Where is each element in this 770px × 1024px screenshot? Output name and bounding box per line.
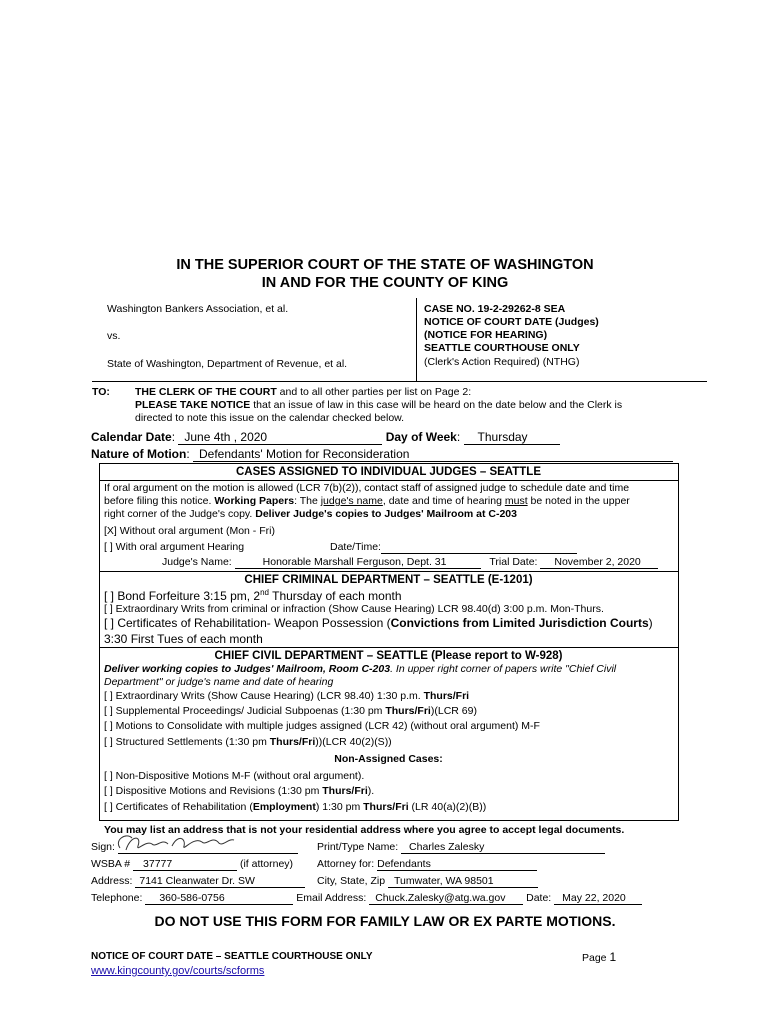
courthouse-note: SEATTLE COURTHOUSE ONLY [424,342,580,354]
date-time-field[interactable]: Date/Time: [330,541,577,554]
notice-title: NOTICE OF COURT DATE (Judges) [424,316,599,328]
structured-settlements-checkbox[interactable]: [ ] Structured Settlements (1:30 pm Thurs/Fri))(LCR 40(2)(S)) [104,736,392,748]
individual-instructions-1: If oral argument on the motion is allowed (LCR 7(b)(2)), contact staff of assigned judge to schedule date and time [104,482,630,494]
non-dispositive-checkbox[interactable]: [ ] Non-Dispositive Motions M-F (without oral argument). [104,770,365,782]
email-field[interactable]: Chuck.Zalesky@atg.wa.gov [369,892,523,905]
family-law-warning: DO NOT USE THIS FORM FOR FAMILY LAW OR EX PARTE MOTIONS. [154,913,616,929]
box-rule [99,571,678,572]
page-number: Page 1 [582,950,617,964]
day-of-week-field[interactable]: Thursday [464,430,560,445]
versus-label: vs. [107,330,121,342]
wsba-row: WSBA # 37777 (if attorney) [91,858,294,870]
caption-divider [416,298,417,382]
notice-subtitle: (NOTICE FOR HEARING) [424,329,548,341]
civil-instructions-2: Department" or judge's name and date of hearing [104,676,334,688]
criminal-department-header: CHIEF CRIMINAL DEPARTMENT – SEATTLE (E-1201) [244,574,533,586]
nature-of-motion-row: Nature of Motion: Defendants' Motion for Reconsideration [91,447,673,462]
box-rule [99,480,678,481]
judge-name-row: Judge's Name: Honorable Marshall Ferguson, Dept. 31 Trial Date: November 2, 2020 [162,556,658,569]
nature-of-motion-field[interactable]: Defendants' Motion for Reconsideration [193,447,673,462]
to-line-1: THE CLERK OF THE COURT and to all other parties per list on Page 2: [135,386,472,398]
individual-judges-header: CASES ASSIGNED TO INDIVIDUAL JUDGES – SEATTLE [235,466,541,478]
caption-bottom-rule [92,381,707,382]
motions-to-consolidate-checkbox[interactable]: [ ] Motions to Consolidate with multiple judges assigned (LCR 42) (without oral argument) M-F [104,720,540,732]
address-note: You may list an address that is not your residential address where you agree to accept legal documents. [104,824,625,836]
without-oral-argument-checkbox[interactable]: [X] Without oral argument (Mon - Fri) [104,525,275,537]
civil-department-header: CHIEF CIVIL DEPARTMENT – SEATTLE (Please report to W-928) [214,650,563,662]
attorney-for-row: Attorney for: Defendants [317,858,537,871]
forms-link[interactable]: www.kingcounty.gov/courts/scforms [91,965,265,977]
calendar-date-field[interactable]: June 4th , 2020 [178,430,382,445]
weapon-rehabilitation-checkbox[interactable]: [ ] Certificates of Rehabilitation- Weapon Possession (Convictions from Limited Jurisdiction Courts) [104,616,653,630]
case-number: CASE NO. 19-2-29262-8 SEA [424,303,566,315]
box-rule [99,647,678,648]
dispositive-checkbox[interactable]: [ ] Dispositive Motions and Revisions (1:30 pm Thurs/Fri). [104,785,375,797]
weapon-rehabilitation-schedule: 3:30 First Tues of each month [104,632,263,646]
clerk-action-note: (Clerk's Action Required) (NTHG) [424,356,580,368]
footer-title: NOTICE OF COURT DATE – SEATTLE COURTHOUSE ONLY [91,951,373,962]
non-assigned-header: Non-Assigned Cases: [334,753,443,765]
individual-instructions-2: before filing this notice. Working Papers: The judge's name, date and time of hearing must be noted in the upper [104,495,630,507]
civil-writs-checkbox[interactable]: [ ] Extraordinary Writs (Show Cause Hearing) (LCR 98.40) 1:30 p.m. Thurs/Fri [104,690,470,702]
sign-row: Sign: [91,841,298,854]
employment-rehabilitation-checkbox[interactable]: [ ] Certificates of Rehabilitation (Employment) 1:30 pm Thurs/Fri (LR 40(a)(2)(B)) [104,801,487,813]
attorney-for-field[interactable]: Defendants [377,858,537,871]
court-title-line2: IN AND FOR THE COUNTY OF KING [261,275,509,291]
bond-forfeiture-checkbox[interactable]: [ ] Bond Forfeiture 3:15 pm, 2nd Thursday of each month [104,588,402,603]
address-row: Address: 7141 Cleanwater Dr. SW [91,875,305,888]
judge-name-field[interactable]: Honorable Marshall Ferguson, Dept. 31 [235,556,481,569]
with-oral-argument-checkbox[interactable]: [ ] With oral argument Hearing [104,541,245,553]
signature-date-field[interactable]: May 22, 2020 [554,892,642,905]
address-field[interactable]: 7141 Cleanwater Dr. SW [135,875,305,888]
individual-instructions-3: right corner of the Judge's copy. Deliver Judge's copies to Judges' Mailroom at C-203 [104,508,517,520]
to-line-2: PLEASE TAKE NOTICE that an issue of law in this case will be heard on the date below and the Clerk is [135,399,623,411]
wsba-field[interactable]: 37777 [133,858,237,871]
defendant-name: State of Washington, Department of Revenue, et al. [107,358,348,370]
civil-instructions-1: Deliver working copies to Judges' Mailroom, Room C-203. In upper right corner of papers write "Chief Civil [104,663,617,675]
city-state-zip-field[interactable]: Tumwater, WA 98501 [388,875,538,888]
print-name-row: Print/Type Name: Charles Zalesky [317,841,605,854]
handwritten-signature [112,830,242,858]
court-title-line1: IN THE SUPERIOR COURT OF THE STATE OF WASHINGTON [176,257,594,273]
calendar-date-row: Calendar Date: June 4th , 2020 Day of Week: Thursday [91,430,560,445]
supplemental-proceedings-checkbox[interactable]: [ ] Supplemental Proceedings/ Judicial Subpoenas (1:30 pm Thurs/Fri)(LCR 69) [104,705,477,717]
trial-date-field[interactable]: November 2, 2020 [540,556,658,569]
city-state-zip-row: City, State, Zip Tumwater, WA 98501 [317,875,538,888]
telephone-field[interactable]: 360-586-0756 [145,892,293,905]
to-line-3: directed to note this issue on the calendar checked below. [135,412,405,424]
plaintiff-name: Washington Bankers Association, et al. [107,303,289,315]
to-label: TO: [92,386,110,398]
print-name-field[interactable]: Charles Zalesky [401,841,605,854]
telephone-row: Telephone: 360-586-0756 Email Address: Chuck.Zalesky@atg.wa.gov Date: May 22, 2020 [91,892,642,905]
criminal-writs-checkbox[interactable]: [ ] Extraordinary Writs from criminal or infraction (Show Cause Hearing) LCR 98.40(d) 3:00 p.m. Mon-Thurs. [104,603,604,615]
